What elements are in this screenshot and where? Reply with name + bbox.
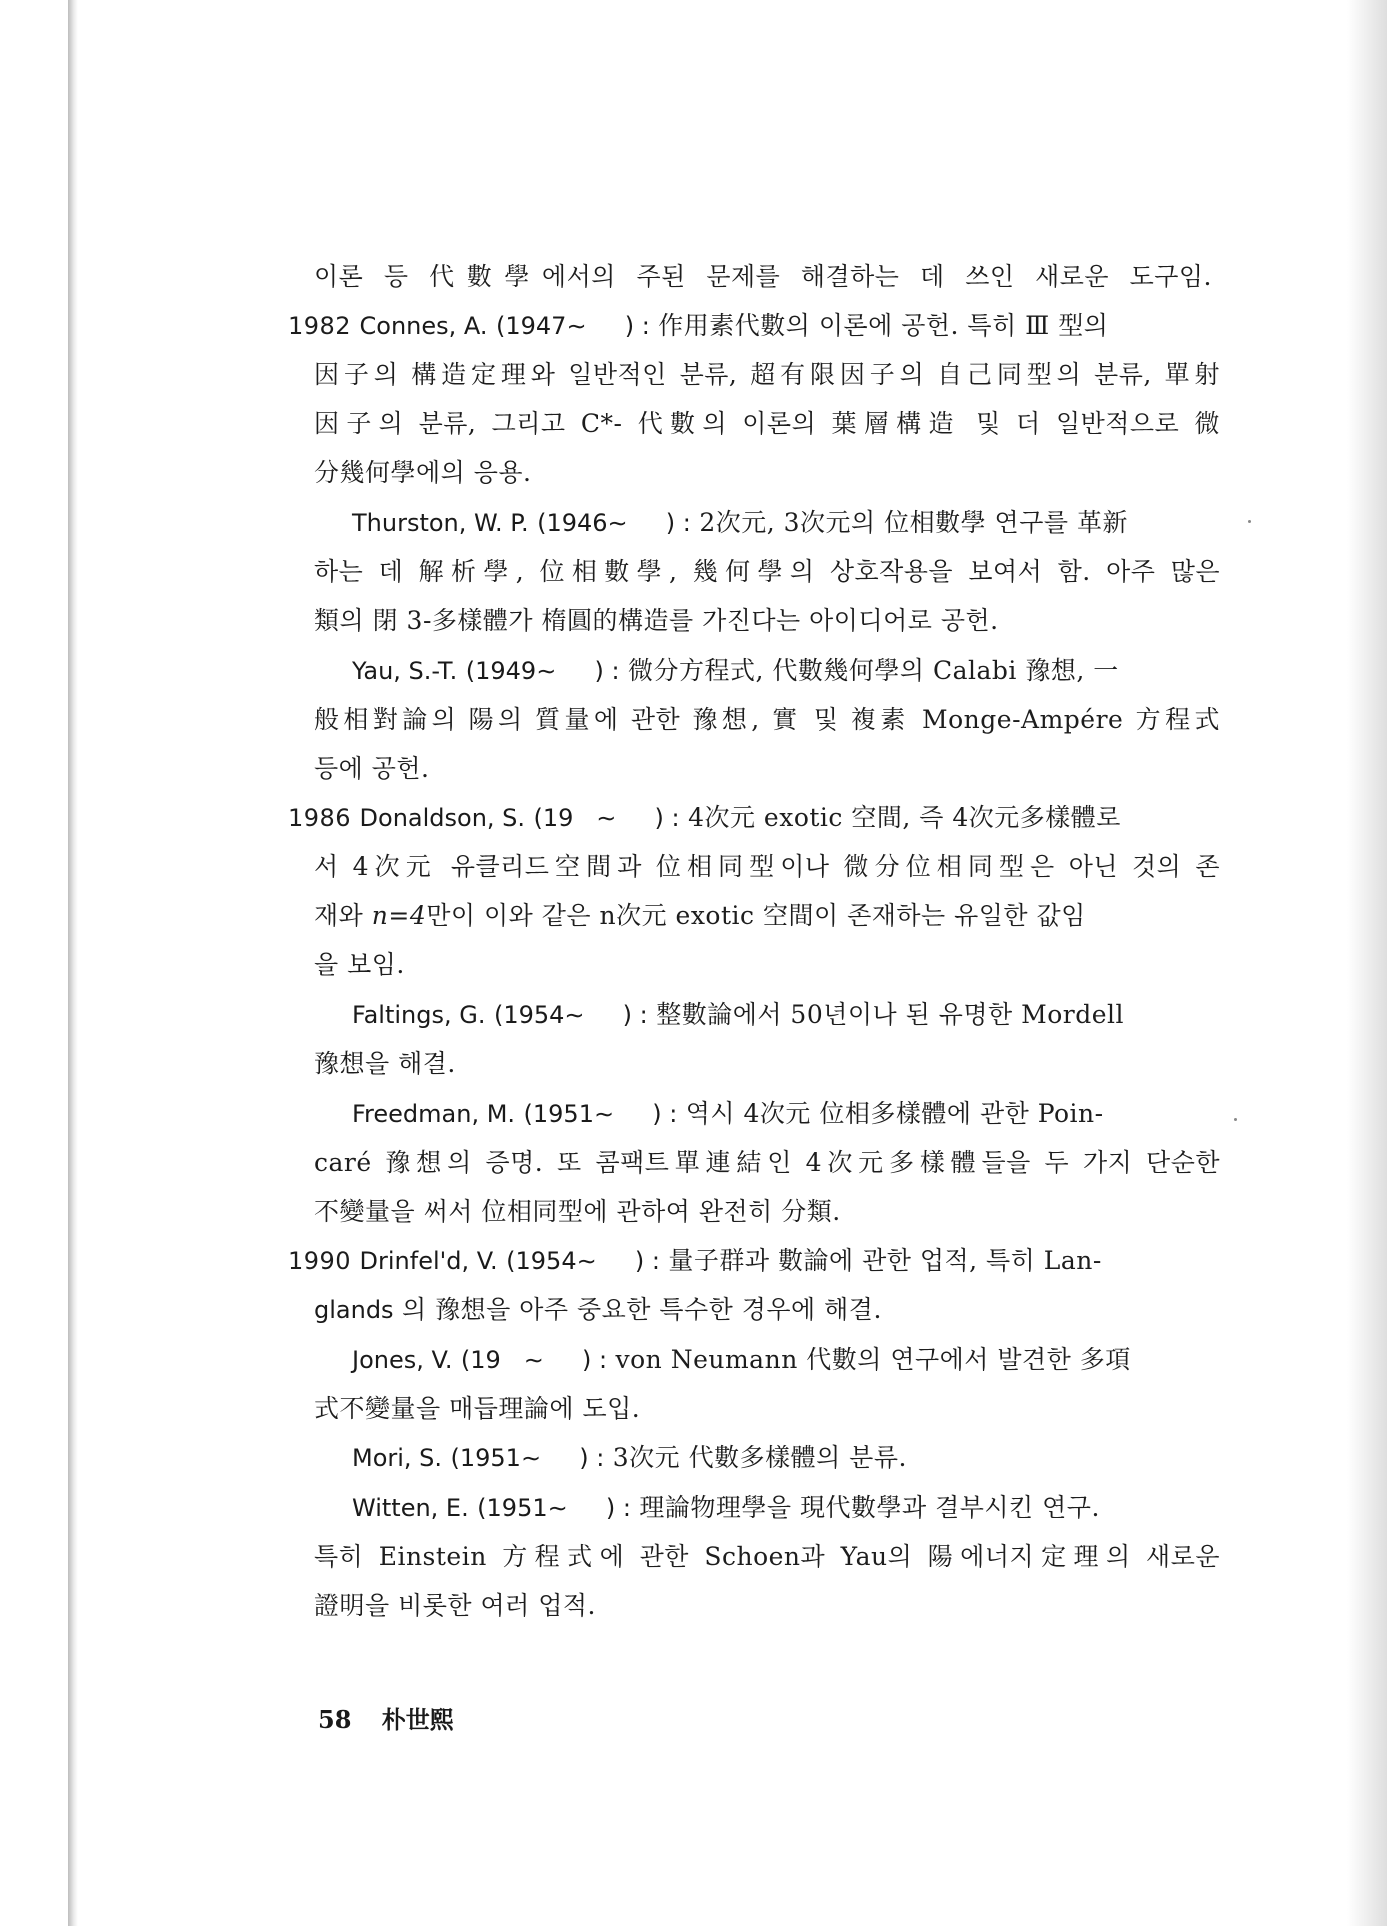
entry-name: Yau, S.-T. xyxy=(352,657,458,685)
text-line: 因子의 構造定理와 일반적인 분류, 超有限因子의 自己同型의 분류, 單射 xyxy=(314,360,1220,389)
text-line: 式不變量을 매듭理論에 도입. xyxy=(314,1394,641,1423)
text-line: 하는 데 解析學, 位相數學, 幾何學의 상호작용을 보여서 함. 아주 많은 xyxy=(314,557,1220,586)
entry-dates: (1954∼ ) : xyxy=(506,1247,660,1275)
entry-dates: (19 ∼ ) : xyxy=(460,1346,608,1374)
entry-freedman xyxy=(352,1097,1104,1131)
entry-dates: (1951∼ ) : xyxy=(450,1444,605,1472)
author-name: 朴世熙 xyxy=(381,1705,454,1734)
entry-year: 1986 xyxy=(288,804,352,832)
text-line: 을 보임. xyxy=(314,950,405,979)
entry-thurston xyxy=(352,506,1128,540)
entry-name: Thurston, W. P. xyxy=(352,509,529,537)
scan-speck xyxy=(1234,1118,1237,1121)
entry-name: Donaldson, S. xyxy=(359,804,526,832)
text-line: 이론 등 代數學에서의 주된 문제를 해결하는 데 쓰인 새로운 도구임. xyxy=(314,262,1212,291)
entry-text: 整數論에서 50년이나 된 유명한 Mordell xyxy=(656,1000,1125,1029)
entry-dates: (1954∼ ) : xyxy=(493,1001,648,1029)
entry-name: Witten, E. xyxy=(352,1494,469,1522)
entry-donaldson xyxy=(288,801,1121,835)
entry-dates: (1951∼ ) : xyxy=(523,1100,678,1128)
entry-jones xyxy=(352,1343,1131,1377)
text-line: 재와 n=4만이 이와 같은 n次元 exotic 空間이 존재하는 유일한 값임 xyxy=(314,901,1086,930)
entry-drinfeld xyxy=(288,1244,1102,1278)
text-line: 因子의 분류, 그리고 C*- 代數의 이론의 葉層構造 및 더 일반적으로 微 xyxy=(314,409,1220,438)
entry-dates: (19 ∼ ) : xyxy=(533,804,680,832)
entry-year: 1982 xyxy=(288,312,352,340)
entry-dates: (1949∼ ) : xyxy=(465,657,620,685)
entry-name: Jones, V. xyxy=(352,1346,453,1374)
entry-dates: (1946∼ ) : xyxy=(537,509,691,537)
entry-witten xyxy=(352,1491,1100,1525)
entry-dates: (1947∼ ) : xyxy=(496,312,650,340)
entry-mori xyxy=(352,1441,907,1475)
entry-name: Drinfel'd, V. xyxy=(359,1247,498,1275)
text-line: 分幾何學에의 응용. xyxy=(314,458,532,487)
text-line: 不變量을 써서 位相同型에 관하여 완전히 分類. xyxy=(314,1197,841,1226)
entry-connes xyxy=(288,309,1108,343)
entry-text: 4次元 exotic 空間, 즉 4次元多樣體로 xyxy=(688,803,1121,832)
text-line: 서 4次元 유클리드空間과 位相同型이나 微分位相同型은 아닌 것의 존 xyxy=(314,852,1220,881)
entry-faltings xyxy=(352,998,1124,1032)
entry-dates: (1951∼ ) : xyxy=(477,1494,631,1522)
text-line: 般相對論의 陽의 質量에 관한 豫想, 實 및 複素 Monge-Ampére 方程式 xyxy=(314,705,1220,734)
entry-year: 1990 xyxy=(288,1247,352,1275)
entry-name: Freedman, M. xyxy=(352,1100,516,1128)
entry-text: 3次元 代數多樣體의 분류. xyxy=(612,1443,907,1472)
entry-yau xyxy=(352,654,1119,688)
entry-name: Mori, S. xyxy=(352,1444,443,1472)
text-line: 類의 閉 3-多樣體가 楕圓的構造를 가진다는 아이디어로 공헌. xyxy=(314,606,999,635)
scan-speck xyxy=(1248,520,1251,523)
text-line: 등에 공헌. xyxy=(314,754,430,783)
entry-text: 量子群과 數論에 관한 업적, 특히 Lan- xyxy=(668,1246,1102,1275)
page-footer xyxy=(318,1700,454,1735)
entry-text: 2次元, 3次元의 位相數學 연구를 革新 xyxy=(699,508,1128,537)
text-line: caré 豫想의 증명. 또 콤팩트單連結인 4次元多樣體들을 두 가지 단순한 xyxy=(314,1148,1220,1177)
entry-text: 微分方程式, 代數幾何學의 Calabi 豫想, 一 xyxy=(627,656,1119,685)
text-line: glands 의 豫想을 아주 중요한 특수한 경우에 해결. xyxy=(314,1295,882,1324)
entry-text: 理論物理學을 現代數學과 결부시킨 연구. xyxy=(639,1493,1100,1522)
entry-text: 作用素代數의 이론에 공헌. 특히 Ⅲ 型의 xyxy=(658,311,1109,340)
page-number: 58 xyxy=(318,1705,352,1734)
entry-text: 역시 4次元 位相多樣體에 관한 Poin- xyxy=(685,1099,1104,1128)
entry-text: von Neumann 代數의 연구에서 발견한 多項 xyxy=(615,1345,1131,1374)
text-line: 특히 Einstein 方程式에 관한 Schoen과 Yau의 陽에너지定理의 새로운 xyxy=(314,1542,1220,1571)
entry-name: Connes, A. xyxy=(359,312,488,340)
entry-name: Faltings, G. xyxy=(352,1001,486,1029)
text-line: 豫想을 해결. xyxy=(314,1049,456,1078)
text-line: 證明을 비롯한 여러 업적. xyxy=(314,1591,596,1620)
